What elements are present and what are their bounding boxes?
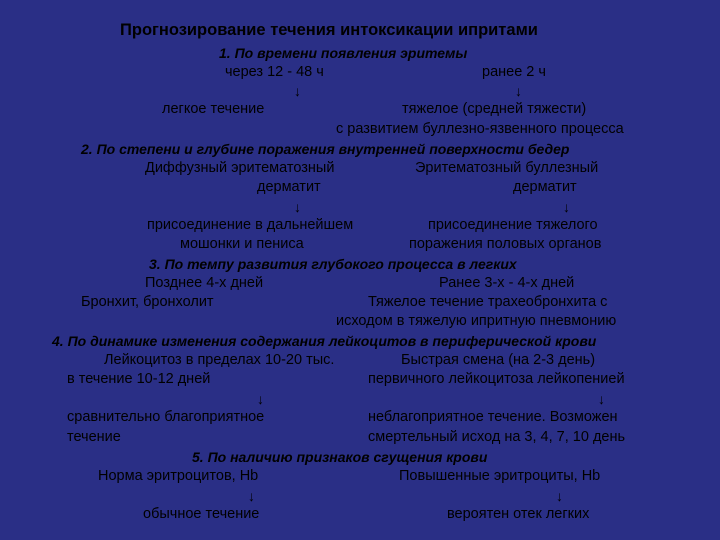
s4-left-1: Лейкоцитоз в пределах 10-20 тыс.: [104, 352, 335, 368]
s4-left-2: в течение 10-12 дней: [67, 371, 211, 387]
s5-left-1: Норма эритроцитов, Hb: [98, 468, 259, 484]
s3-left-1: Позднее 4-х дней: [145, 275, 264, 291]
s4-left-4: течение: [67, 429, 121, 445]
section-5-heading: 5. По наличию признаков сгущения крови: [192, 449, 488, 465]
s1-right-3: с развитием буллезно-язвенного процесса: [336, 121, 624, 137]
s2-left-1: Диффузный эритематозный: [145, 160, 335, 176]
s4-right-arrow: ↓: [598, 391, 605, 407]
section-4-heading: 4. По динамике изменения содержания лейкоцитов в периферической крови: [52, 333, 597, 349]
s5-right-2: вероятен отек легких: [447, 506, 590, 522]
s2-right-4: поражения половых органов: [409, 236, 602, 252]
s5-right-arrow: ↓: [556, 488, 563, 504]
s3-right-2: Тяжелое течение трахеобронхита с: [368, 294, 608, 310]
s4-right-3: неблагоприятное течение. Возможен: [368, 409, 618, 425]
s2-right-3: присоединение тяжелого: [428, 217, 598, 233]
section-2-heading: 2. По степени и глубине поражения внутренней поверхности бедер: [81, 141, 570, 157]
s1-right-1: ранее 2 ч: [482, 64, 546, 80]
s2-left-2: дерматит: [257, 179, 321, 195]
s1-left-1: через 12 - 48 ч: [225, 64, 324, 80]
s5-left-2: обычное течение: [143, 506, 260, 522]
s1-left-2: легкое течение: [162, 101, 265, 117]
s4-left-3: сравнительно благоприятное: [67, 409, 265, 425]
section-1-heading: 1. По времени появления эритемы: [219, 45, 468, 61]
s5-left-arrow: ↓: [248, 488, 255, 504]
s5-right-1: Повышенные эритроциты, Hb: [399, 468, 601, 484]
section-3-heading: 3. По темпу развития глубокого процесса в легких: [149, 256, 517, 272]
s2-left-4: мошонки и пениса: [180, 236, 304, 252]
s3-left-2: Бронхит, бронхолит: [81, 294, 214, 310]
s1-left-arrow: ↓: [294, 83, 301, 99]
s3-right-1: Ранее 3-х - 4-х дней: [439, 275, 575, 291]
s4-left-arrow: ↓: [257, 391, 264, 407]
s2-right-2: дерматит: [513, 179, 577, 195]
s1-right-arrow: ↓: [515, 83, 522, 99]
s1-right-2: тяжелое (средней тяжести): [402, 101, 587, 117]
s4-right-4: смертельный исход на 3, 4, 7, 10 день: [368, 429, 626, 445]
s2-right-arrow: ↓: [563, 199, 570, 215]
s2-left-arrow: ↓: [294, 199, 301, 215]
s4-right-2: первичного лейкоцитоза лейкопенией: [368, 371, 625, 387]
slide-title: Прогнозирование течения интоксикации ипритами: [120, 21, 538, 39]
s2-right-1: Эритематозный буллезный: [415, 160, 599, 176]
s3-right-3: исходом в тяжелую ипритную пневмонию: [336, 313, 617, 329]
s4-right-1: Быстрая смена (на 2-3 день): [401, 352, 596, 368]
s2-left-3: присоединение в дальнейшем: [147, 217, 354, 233]
